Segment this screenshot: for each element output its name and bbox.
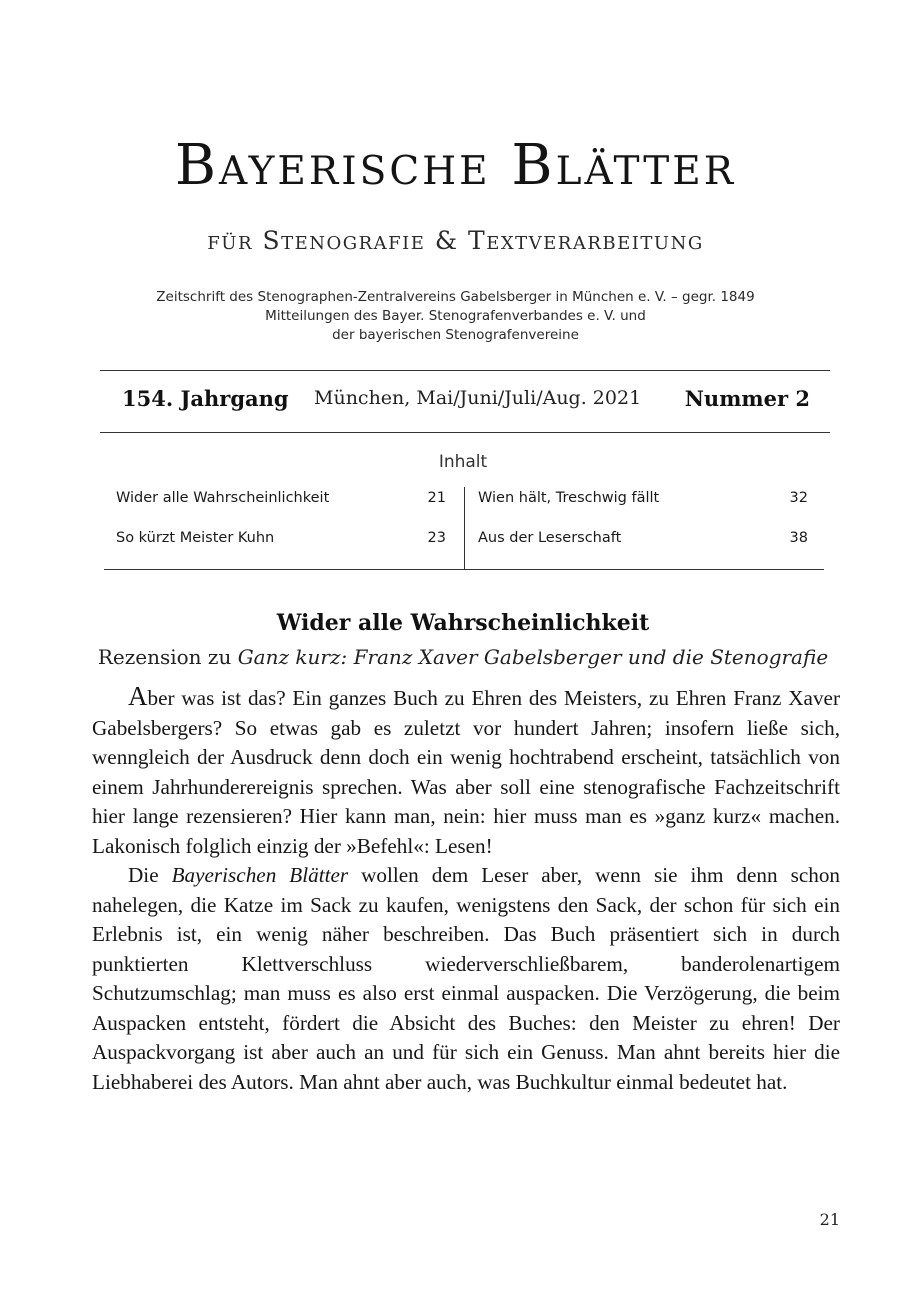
subtitle-prefix: Rezension zu (97, 645, 238, 669)
book-title: Ganz kurz: Franz Xaver Gabelsberger und die Stenografie (237, 645, 829, 669)
toc-item-title[interactable]: Aus der Leserschaft (478, 530, 622, 546)
toc-item-title[interactable]: So kürzt Meister Kuhn (116, 530, 275, 546)
toc-item-page: 38 (789, 530, 808, 546)
toc-item-title[interactable]: Wien hält, Treschwig fällt (478, 490, 660, 506)
paragraph (92, 682, 840, 861)
journal-title: Bayerische Blätter (174, 133, 737, 198)
publisher-line-2: Mitteilungen des Bayer. Stenografenverbandes e. V. und (265, 308, 646, 324)
article-body (92, 682, 840, 1097)
paragraph-text: ber was ist das? Ein ganzes Buch zu Ehren des Meisters, zu Ehren Franz Xaver Gabelsbergers? So etwas gab es zuletzt vor hundert Jahren; insofern ließe sich, wenngleich der Ausdruck denn doch ein wenig hochtrabend erscheint, tatsächlich von einem Jahrhunderereignis sprechen. Was aber soll eine stenografische Fachzeitschrift hier lange rezensieren? Hier kann man, nein: hier muss man es »ganz kurz« machen. Lakonisch folglich einzig der »Befehl«: Lesen! (92, 686, 840, 858)
publisher-line-1: Zeitschrift des Stenographen-Zentralvereins Gabelsberger in München e. V. – gegr. 1849 (156, 289, 755, 305)
article-title: Wider alle Wahrscheinlichkeit (276, 610, 650, 636)
toc-item-page: 21 (427, 490, 446, 506)
toc-column-divider (464, 487, 465, 569)
publisher-line-3: der bayerischen Stenografenvereine (332, 327, 579, 343)
paragraph (92, 861, 840, 1097)
paragraph-prefix: Die (128, 863, 172, 887)
publisher-info (0, 288, 911, 345)
toc-item-title[interactable]: Wider alle Wahrscheinlichkeit (116, 490, 330, 506)
toc-heading: Inhalt (438, 452, 488, 472)
page-number: 21 (819, 1210, 840, 1229)
toc-item-page: 23 (427, 530, 446, 546)
article-subtitle (0, 645, 911, 669)
journal-name-italic: Bayerischen Blätter (171, 863, 349, 887)
issue-info (122, 386, 810, 416)
divider-bottom (104, 569, 824, 570)
divider-top (100, 370, 830, 371)
issue-number: Nummer 2 (684, 386, 810, 411)
journal-subtitle: für Stenografie & Textverarbeitung (207, 226, 704, 255)
paragraph-text: wollen dem Leser aber, wenn sie ihm denn schon nahelegen, die Katze im Sack zu kaufen, wenigstens den Sack, der schon für sich ein Erlebnis ist, ein wenig näher beschreiben. Das Buch präsentiert sich in durch punktierten Klettverschluss wiederverschließbarem, banderolenartigem Schutzumschlag; man muss es also erst einmal auspacken. Die Verzögerung, die beim Auspacken entsteht, fördert die Absicht des Buches: den Meister zu ehren! Der Auspackvorgang ist aber auch an und für sich ein Genuss. Man ahnt bereits hier die Liebhaberei des Autors. Man ahnt aber auch, was Buchkultur einmal bedeutet hat. (92, 863, 841, 1094)
initial-letter: A (128, 681, 148, 711)
divider-middle (100, 432, 830, 433)
toc-item-page: 32 (789, 490, 808, 506)
volume: 154. Jahrgang (122, 386, 289, 411)
issue-date: München, Mai/Juni/Juli/Aug. 2021 (314, 387, 642, 409)
